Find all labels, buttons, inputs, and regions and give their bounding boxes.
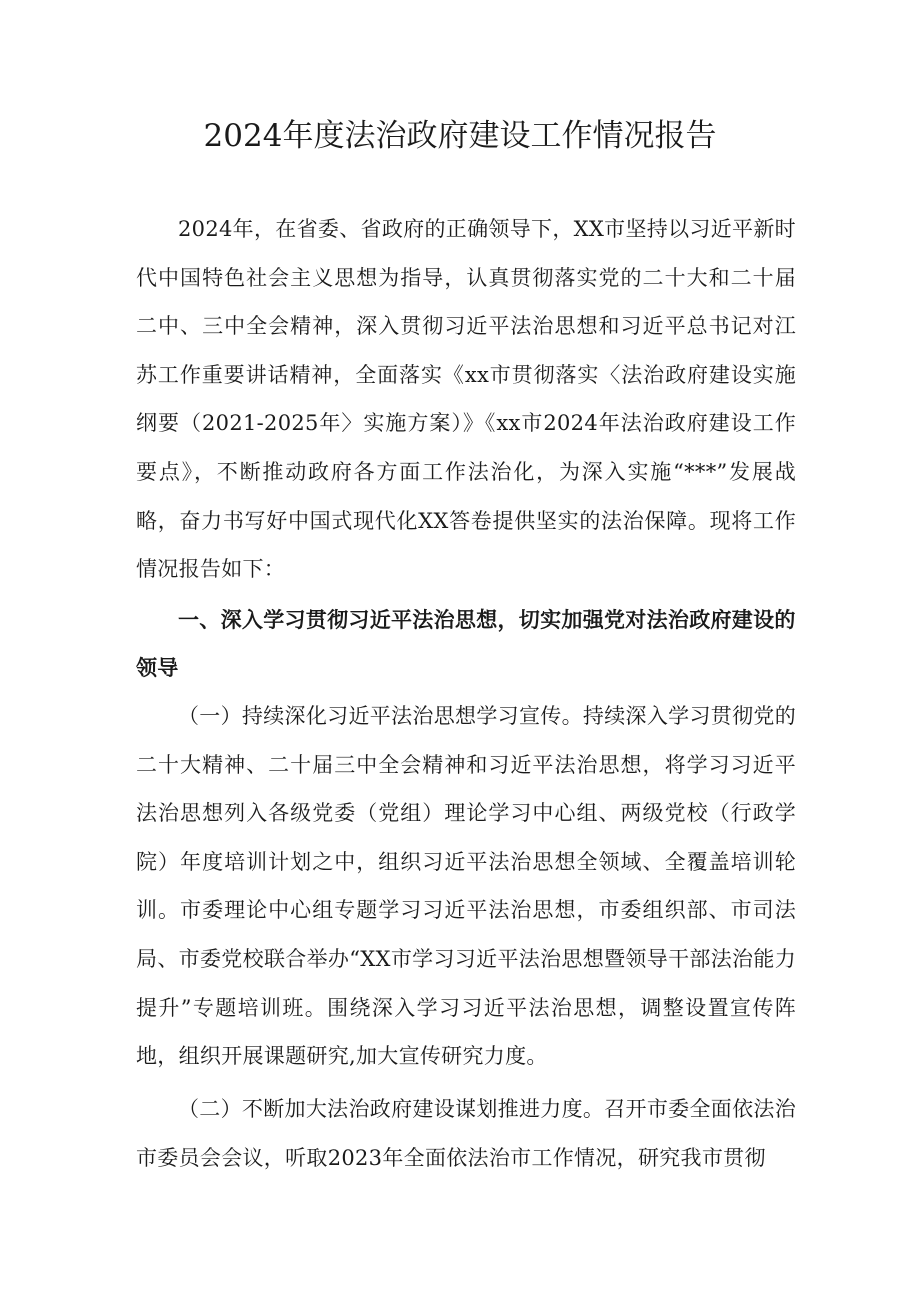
section-heading: 一、深入学习贯彻习近平法治思想，切实加强党对法治政府建设的领导	[136, 607, 796, 680]
intro-paragraph: 2024年，在省委、省政府的正确领导下，XX市坚持以习近平新时代中国特色社会主义思想为指导，认真贯彻落实党的二十大和二十届二中、三中全会精神，深入贯彻习近平法治思想和习近平总书记对江苏工作重要讲话精神，全面落实《xx市贯彻落实〈法治政府建设实施纲要（2021-2025年〉实施方案）》《xx市2024年法治政府建设工作要点》，不断推动政府各方面工作法治化，为深入实施“***”发展战略，奋力书写好中国式现代化XX答卷提供坚实的法治保障。现将工作情况报告如下：	[136, 217, 796, 582]
body-paragraph-item-2: （二）不断加大法治政府建设谋划推进力度。召开市委全面依法治市委员会会议，听取2023年全面依法治市工作情况，研究我市贯彻	[136, 1097, 796, 1170]
document-title: 2024年度法治政府建设工作情况报告	[203, 118, 717, 154]
body-paragraph-item-1: （一）持续深化习近平法治思想学习宣传。持续深入学习贯彻党的二十大精神、二十届三中全会精神和习近平法治思想，将学习习近平法治思想列入各级党委（党组）理论学习中心组、两级党校（行政学院）年度培训计划之中，组织习近平法治思想全领域、全覆盖培训轮训。市委理论中心组专题学习习近平法治思想，市委组织部、市司法局、市委党校联合举办“XX市学习习近平法治思想暨领导干部法治能力提升”专题培训班。围绕深入学习习近平法治思想，调整设置宣传阵地，组织开展课题研究,加大宣传研究力度。	[136, 704, 796, 1069]
